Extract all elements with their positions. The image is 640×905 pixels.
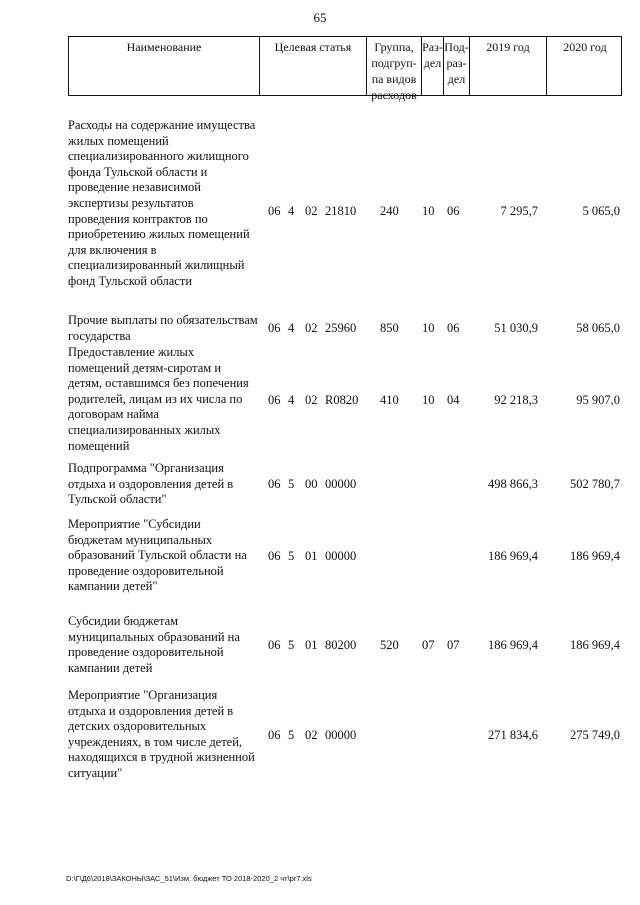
row-value-2020: 186 969,4: [570, 638, 620, 652]
row-name: Субсидии бюджетам муниципальных образований на проведение оздоровительной кампании детей: [68, 614, 240, 675]
row-value-2020: 95 907,0: [576, 393, 620, 407]
row-razdel: 10: [422, 321, 435, 335]
row-name: Расходы на содержание имущества жилых помещений специализированного жилищного фонда Тульской области и проведение независимой экспертизы результатов проведения контрактов по приобретению жилых помещений для включения в специализированный жилищный фонд Тульской области: [68, 118, 256, 288]
row-value-2020: 5 065,0: [582, 204, 620, 218]
row-group: 240: [380, 204, 399, 218]
row-code-event: 02: [305, 204, 318, 218]
row-code-event: 02: [305, 393, 318, 407]
header-target-article: Целевая статья: [259, 37, 366, 95]
file-path-footer: D:\Г\Д6\2018\ЗАКОНЫ\ЗАС_51\Изм. бюджет ТО 2018-2020_2 чт\pr7.xls: [66, 874, 312, 883]
header-2020: 2020 год: [546, 37, 623, 95]
header-razdel: [421, 37, 443, 95]
row-code-program: 06: [268, 728, 281, 742]
row-code-program: 06: [268, 204, 281, 218]
header-podrazdel-line: дел: [447, 72, 466, 86]
row-podrazdel: 07: [447, 638, 460, 652]
row-podrazdel: 04: [447, 393, 460, 407]
row-value-2019: 186 969,4: [488, 549, 538, 563]
row-group: 520: [380, 638, 399, 652]
row-code-subprogram: 5: [288, 477, 295, 491]
row-code-event: 00: [305, 477, 318, 491]
row-value-2019: 7 295,7: [500, 204, 538, 218]
row-value-2020: 58 065,0: [576, 321, 620, 335]
header-group-line: подгруп-: [371, 56, 417, 70]
header-group-line: па видов: [371, 72, 417, 86]
row-value-2020: 186 969,4: [570, 549, 620, 563]
row-code-subprogram: 4: [288, 321, 295, 335]
row-code-direction: 00000: [325, 728, 357, 742]
header-2019: 2019 год: [469, 37, 546, 95]
row-code-subprogram: 5: [288, 549, 295, 563]
header-group-line: расходов: [371, 88, 417, 102]
row-podrazdel: 06: [447, 204, 460, 218]
row-code-subprogram: 4: [288, 204, 295, 218]
row-code-program: 06: [268, 321, 281, 335]
row-value-2020: 502 780,7: [570, 477, 620, 491]
row-value-2019: 271 834,6: [488, 728, 538, 742]
row-code-direction: 21810: [325, 204, 357, 218]
header-name: Наименование: [126, 40, 202, 54]
row-code-direction: 00000: [325, 477, 357, 491]
header-podrazdel-line: Под-: [444, 40, 469, 54]
row-code-direction: 80200: [325, 638, 357, 652]
row-name: Мероприятие "Субсидии бюджетам муниципальных образований Тульской области на проведение оздоровительной кампании детей": [68, 517, 247, 594]
table-header: [68, 36, 622, 102]
row-razdel: 10: [422, 204, 435, 218]
row-razdel: 07: [422, 638, 435, 652]
row-group: 410: [380, 393, 399, 407]
row-code-event: 01: [305, 638, 318, 652]
header-razdel-line: Раз-: [422, 40, 443, 54]
row-code-event: 01: [305, 549, 318, 563]
header-podrazdel-line: раз-: [446, 56, 467, 70]
row-code-program: 06: [268, 393, 281, 407]
row-code-event: 02: [305, 321, 318, 335]
row-name: Подпрограмма "Организация отдыха и оздоровления детей в Тульской области": [68, 461, 234, 507]
row-code-direction: 25960: [325, 321, 357, 335]
row-podrazdel: 06: [447, 321, 460, 335]
row-code-subprogram: 4: [288, 393, 295, 407]
row-code-subprogram: 5: [288, 728, 295, 742]
row-code-program: 06: [268, 549, 281, 563]
header-group: [366, 37, 421, 102]
row-value-2019: 498 866,3: [488, 477, 538, 491]
row-code-event: 02: [305, 728, 318, 742]
row-value-2020: 275 749,0: [570, 728, 620, 742]
row-value-2019: 186 969,4: [488, 638, 538, 652]
row-code-program: 06: [268, 477, 281, 491]
page-number: 65: [313, 10, 327, 25]
row-name: Прочие выплаты по обязательствам государства: [68, 313, 258, 343]
row-code-program: 06: [268, 638, 281, 652]
row-group: 850: [380, 321, 399, 335]
row-value-2019: 92 218,3: [494, 393, 538, 407]
header-group-line: Группа,: [374, 40, 414, 54]
row-name: Предоставление жилых помещений детям-сиротам и детям, оставшимся без попечения родителей, лицам из их числа по договорам найма специализированных жилых помещений: [68, 345, 249, 453]
row-name: Мероприятие "Организация отдыха и оздоровления детей в детских оздоровительных учреждениях, в том числе детей, находящихся в трудной жизненной ситуации": [68, 688, 255, 780]
row-razdel: 10: [422, 393, 435, 407]
row-value-2019: 51 030,9: [494, 321, 538, 335]
row-code-direction: R0820: [325, 393, 359, 407]
header-podrazdel: [443, 37, 469, 95]
row-code-direction: 00000: [325, 549, 357, 563]
row-code-subprogram: 5: [288, 638, 295, 652]
header-razdel-line: дел: [423, 56, 442, 70]
